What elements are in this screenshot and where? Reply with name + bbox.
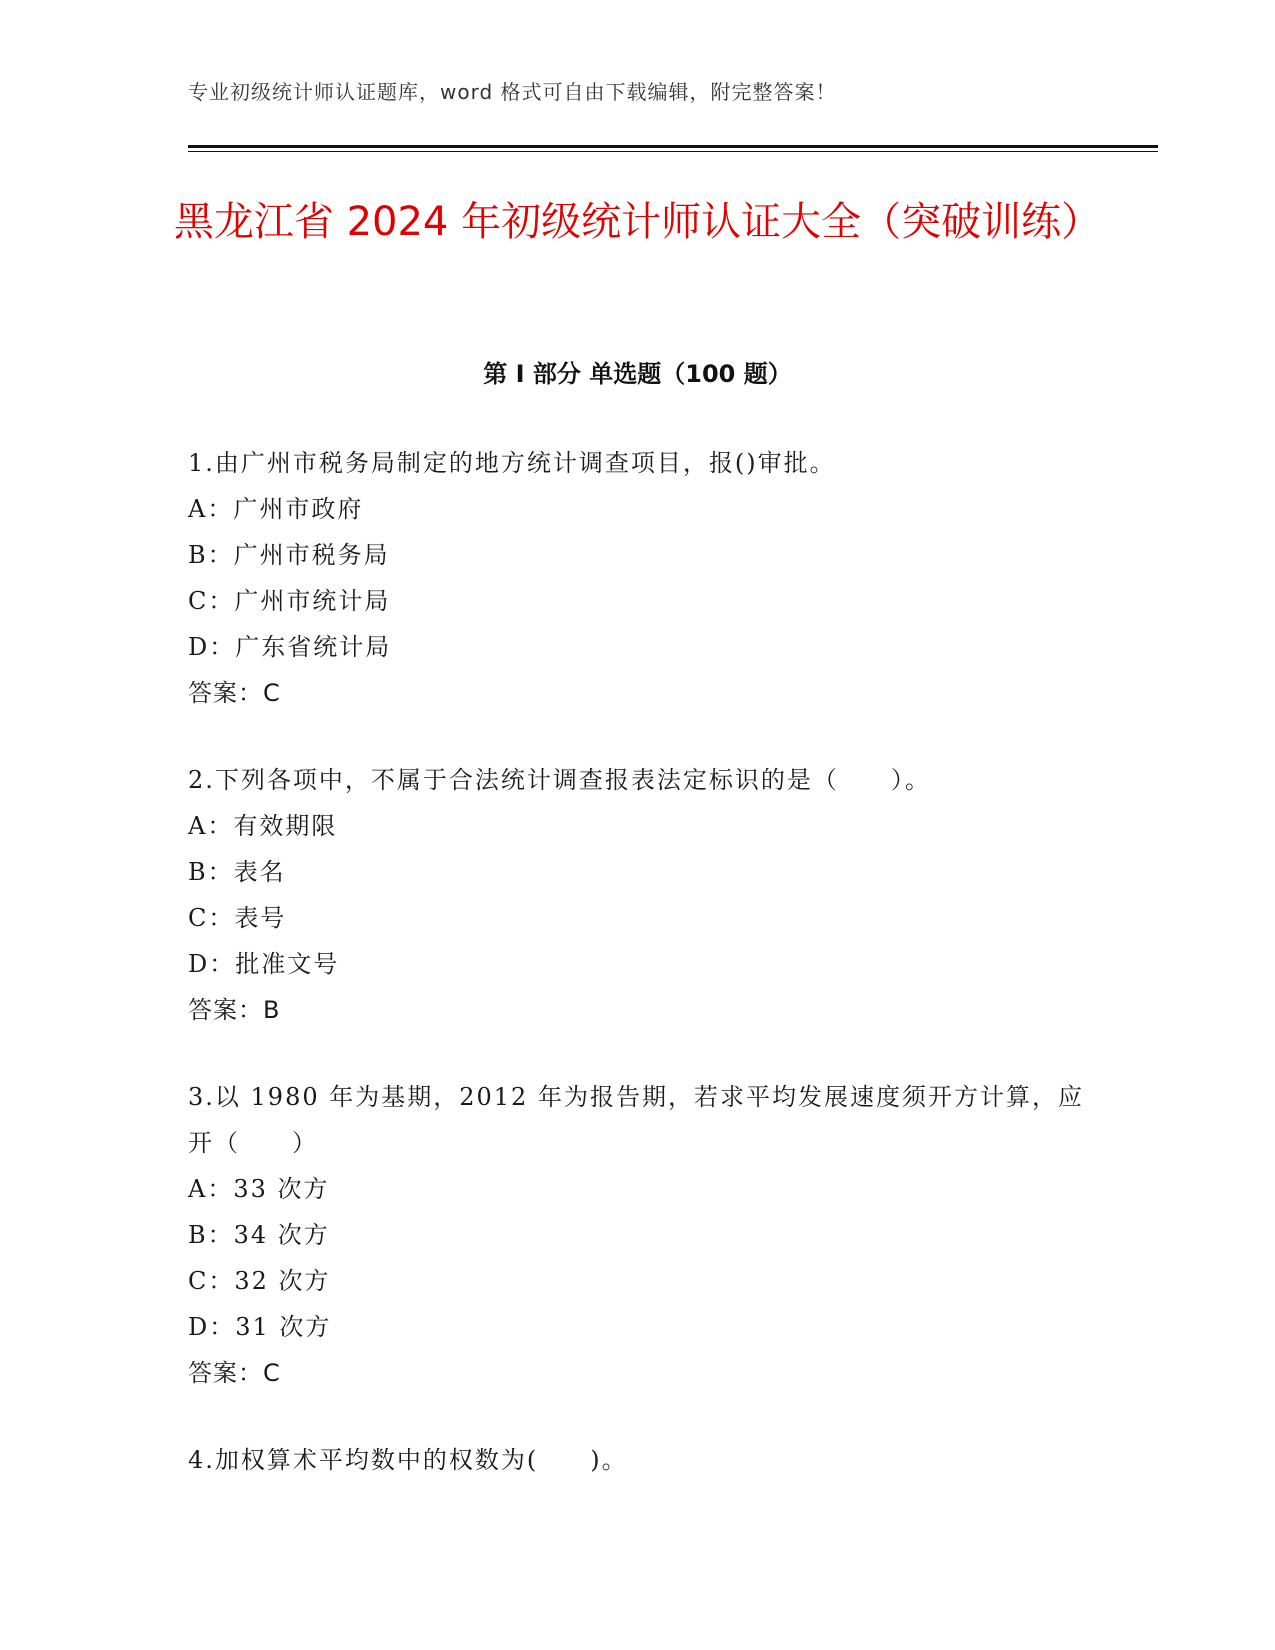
answer: 答案：B [188, 996, 281, 1024]
option-b: B：34 次方 [188, 1221, 330, 1249]
question-list [188, 440, 1088, 1524]
header-rule-thin [188, 151, 1158, 152]
question-stem: 2.下列各项中，不属于合法统计调查报表法定标识的是（ ）。 [188, 766, 931, 794]
option-c: C：表号 [188, 904, 287, 932]
answer: 答案：C [188, 1359, 281, 1387]
question-stem: 4.加权算术平均数中的权数为( )。 [188, 1446, 628, 1474]
question-1 [188, 440, 1088, 716]
option-a: A：33 次方 [188, 1175, 330, 1203]
answer: 答案：C [188, 679, 281, 707]
option-c: C：32 次方 [188, 1267, 331, 1295]
option-a: A：有效期限 [188, 812, 338, 840]
header-note: 专业初级统计师认证题库，word 格式可自由下载编辑，附完整答案！ [188, 80, 837, 104]
question-stem: 1.由广州市税务局制定的地方统计调查项目，报()审批。 [188, 449, 836, 477]
header-rule-thick [188, 145, 1158, 148]
option-c: C：广州市统计局 [188, 587, 391, 615]
option-a: A：广州市政府 [188, 495, 364, 523]
option-d: D：批准文号 [188, 950, 340, 978]
question-4 [188, 1437, 1088, 1483]
question-2 [188, 757, 1088, 1033]
option-d: D：广东省统计局 [188, 633, 392, 661]
section-title: 第 I 部分 单选题（100 题） [483, 360, 792, 388]
document-title: 黑龙江省 2024 年初级统计师认证大全（突破训练） [173, 199, 1102, 245]
question-3 [188, 1074, 1088, 1396]
option-b: B：表名 [188, 858, 286, 886]
option-d: D：31 次方 [188, 1313, 332, 1341]
question-stem: 3.以 1980 年为基期，2012 年为报告期，若求平均发展速度须开方计算，应开（ ） [188, 1083, 1084, 1157]
option-b: B：广州市税务局 [188, 541, 390, 569]
